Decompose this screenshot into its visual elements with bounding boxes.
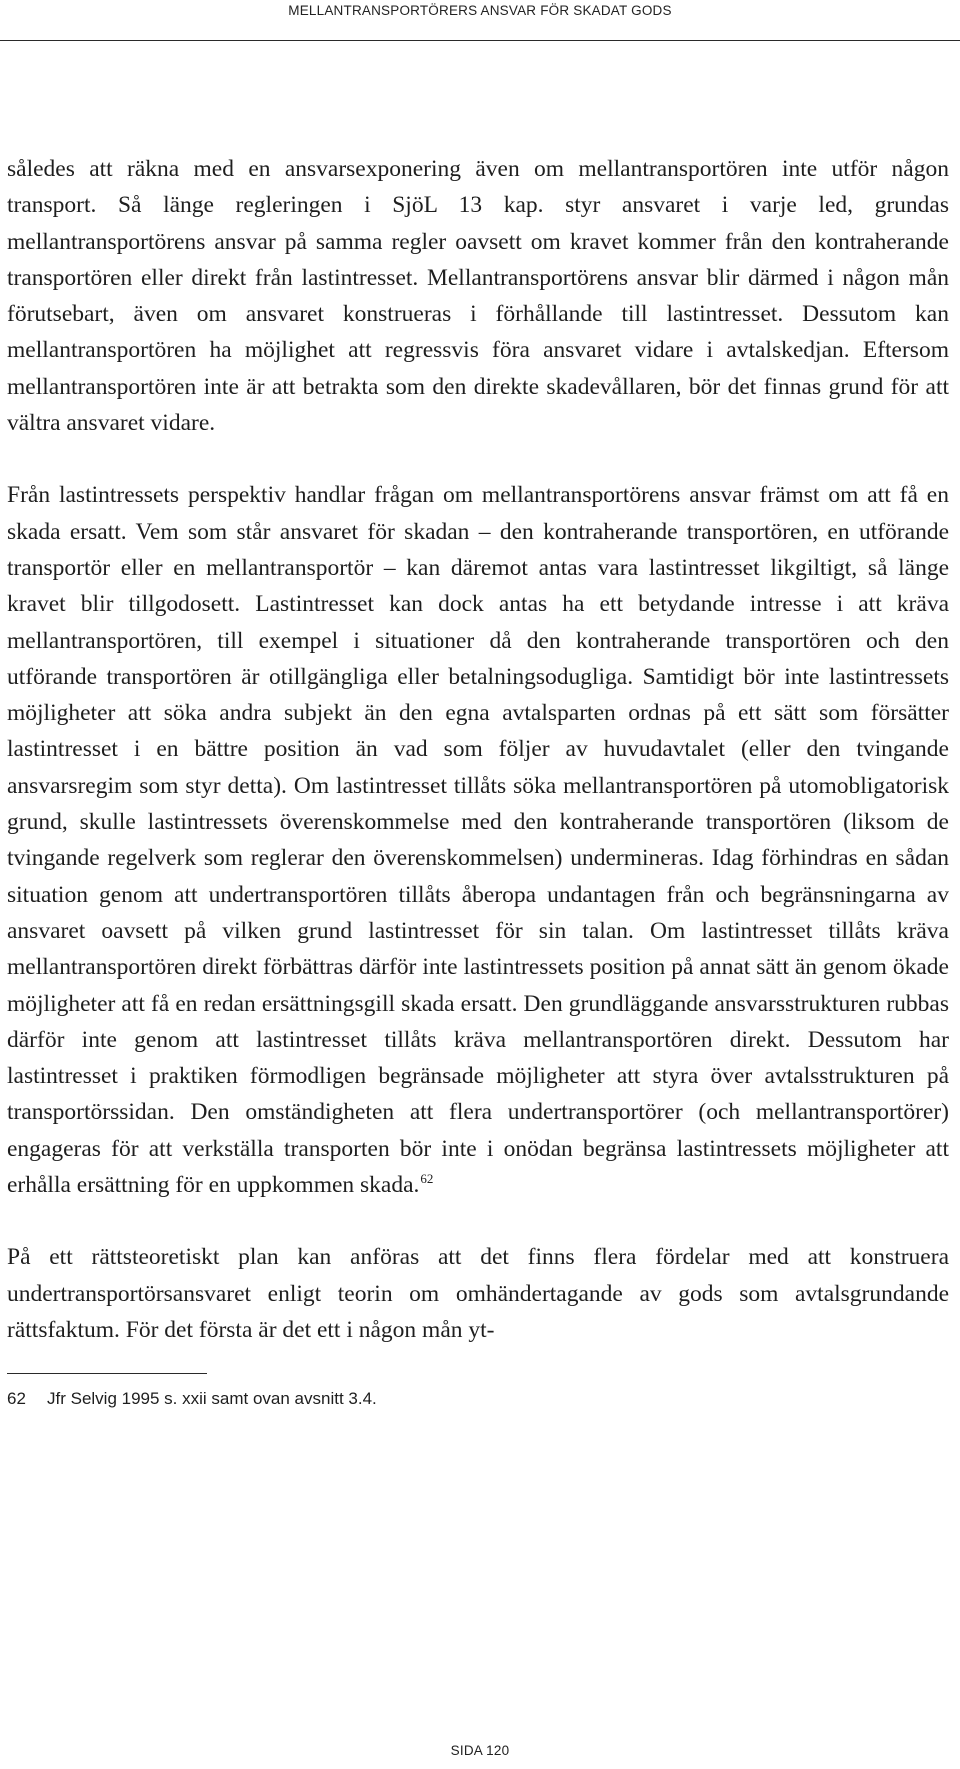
footnote-number: 62 xyxy=(7,1389,26,1408)
paragraph-1-text: således att räkna med en ansvarsexponering även om mellantransportören inte utför någon transport. Så länge regleringen i SjöL 13 kap. styr ansvaret i varje led, grundas mellantransportörens ansvar på samma regler oavsett om kravet kommer från den kontraherande transportören eller direkt från lastintresset. Mellantransportörens ansvar blir därmed i någon mån förutsebart, även om ansvaret konstrueras i förhållande till lastintresset. Dessutom kan mellantransportören ha möjlighet att regressvis föra ansvaret vidare i avtalskedjan. Eftersom mellantransportören inte är att betrakta som den direkte skadevållaren, bör det finnas grund för att vältra ansvaret vidare. xyxy=(7,156,949,437)
paragraph-3-text: På ett rättsteoretiskt plan kan anföras att det finns flera fördelar med att konstruera undertransportörsansvaret enligt teorin om omhändertagande av gods som avtalsgrundande rättsfaktum. För det första är det ett i någon mån yt- xyxy=(7,1244,949,1343)
footnote xyxy=(7,1387,947,1411)
running-header xyxy=(0,0,960,41)
page-number: SIDA 120 xyxy=(450,1743,510,1758)
body-text xyxy=(7,151,949,1348)
footnote-divider xyxy=(7,1373,207,1374)
paragraph-3 xyxy=(7,1239,949,1348)
footnote-reference[interactable]: 62 xyxy=(420,1171,434,1187)
paragraph-1 xyxy=(7,151,949,441)
footnote-text: Jfr Selvig 1995 s. xxii samt ovan avsnitt 3.4. xyxy=(47,1389,377,1408)
paragraph-2 xyxy=(7,477,949,1203)
paragraph-2-text: Från lastintressets perspektiv handlar frågan om mellantransportörens ansvar främst om att få en skada ersatt. Vem som står ansvaret för skadan – den kontraherande transportören, en utförande transportör eller en mellantransportör – kan däremot antas vara lastintresset likgiltigt, så länge kravet blir tillgodosett. Lastintresset kan dock antas ha ett betydande intresse i att kräva mellantransportören, till exempel i situationer då den kontraherande transportören och den utförande transportören är otillgängliga eller betalningsodugliga. Samtidigt bör inte lastintressets möjligheter att söka andra subjekt än den egna avtalsparten ordnas på ett sätt som försätter lastintresset i en bättre position än vad som följer av huvudavtalet (eller den tvingande ansvarsregim som styr detta). Om lastintresset tillåts söka mellantransportören på utomobligatorisk grund, skulle lastintressets överenskommelse med den kontraherande transportören (liksom de tvingande regelverk som reglerar den överenskommelsen) undermineras. Idag förhindras en sådan situation genom att undertransportören tillåts åberopa undantagen från och begränsningarna av ansvaret oavsett på vilken grund lastintresset för sin talan. Om lastintresset tillåts kräva mellantransportören direkt förbättras därför inte lastintressets position på annat sätt än genom ökade möjligheter att få en redan ersättningsgill skada ersatt. Den grundläggande ansvarsstrukturen rubbas därför inte genom att lastintresset tillåts kräva mellantransportören direkt. Dessutom har lastintresset i praktiken förmodligen begränsade möjligheter att styra över avtalsstrukturen på transportörssidan. Den omständigheten att flera undertransportörer (och mellantransportörer) engageras för att verkställa transporten bör inte i onödan begränsa lastintressets möjligheter att erhålla ersättning för en uppkommen skada. xyxy=(7,482,949,1199)
running-title: MELLANTRANSPORTÖRERS ANSVAR FÖR SKADAT GODS xyxy=(288,3,672,18)
